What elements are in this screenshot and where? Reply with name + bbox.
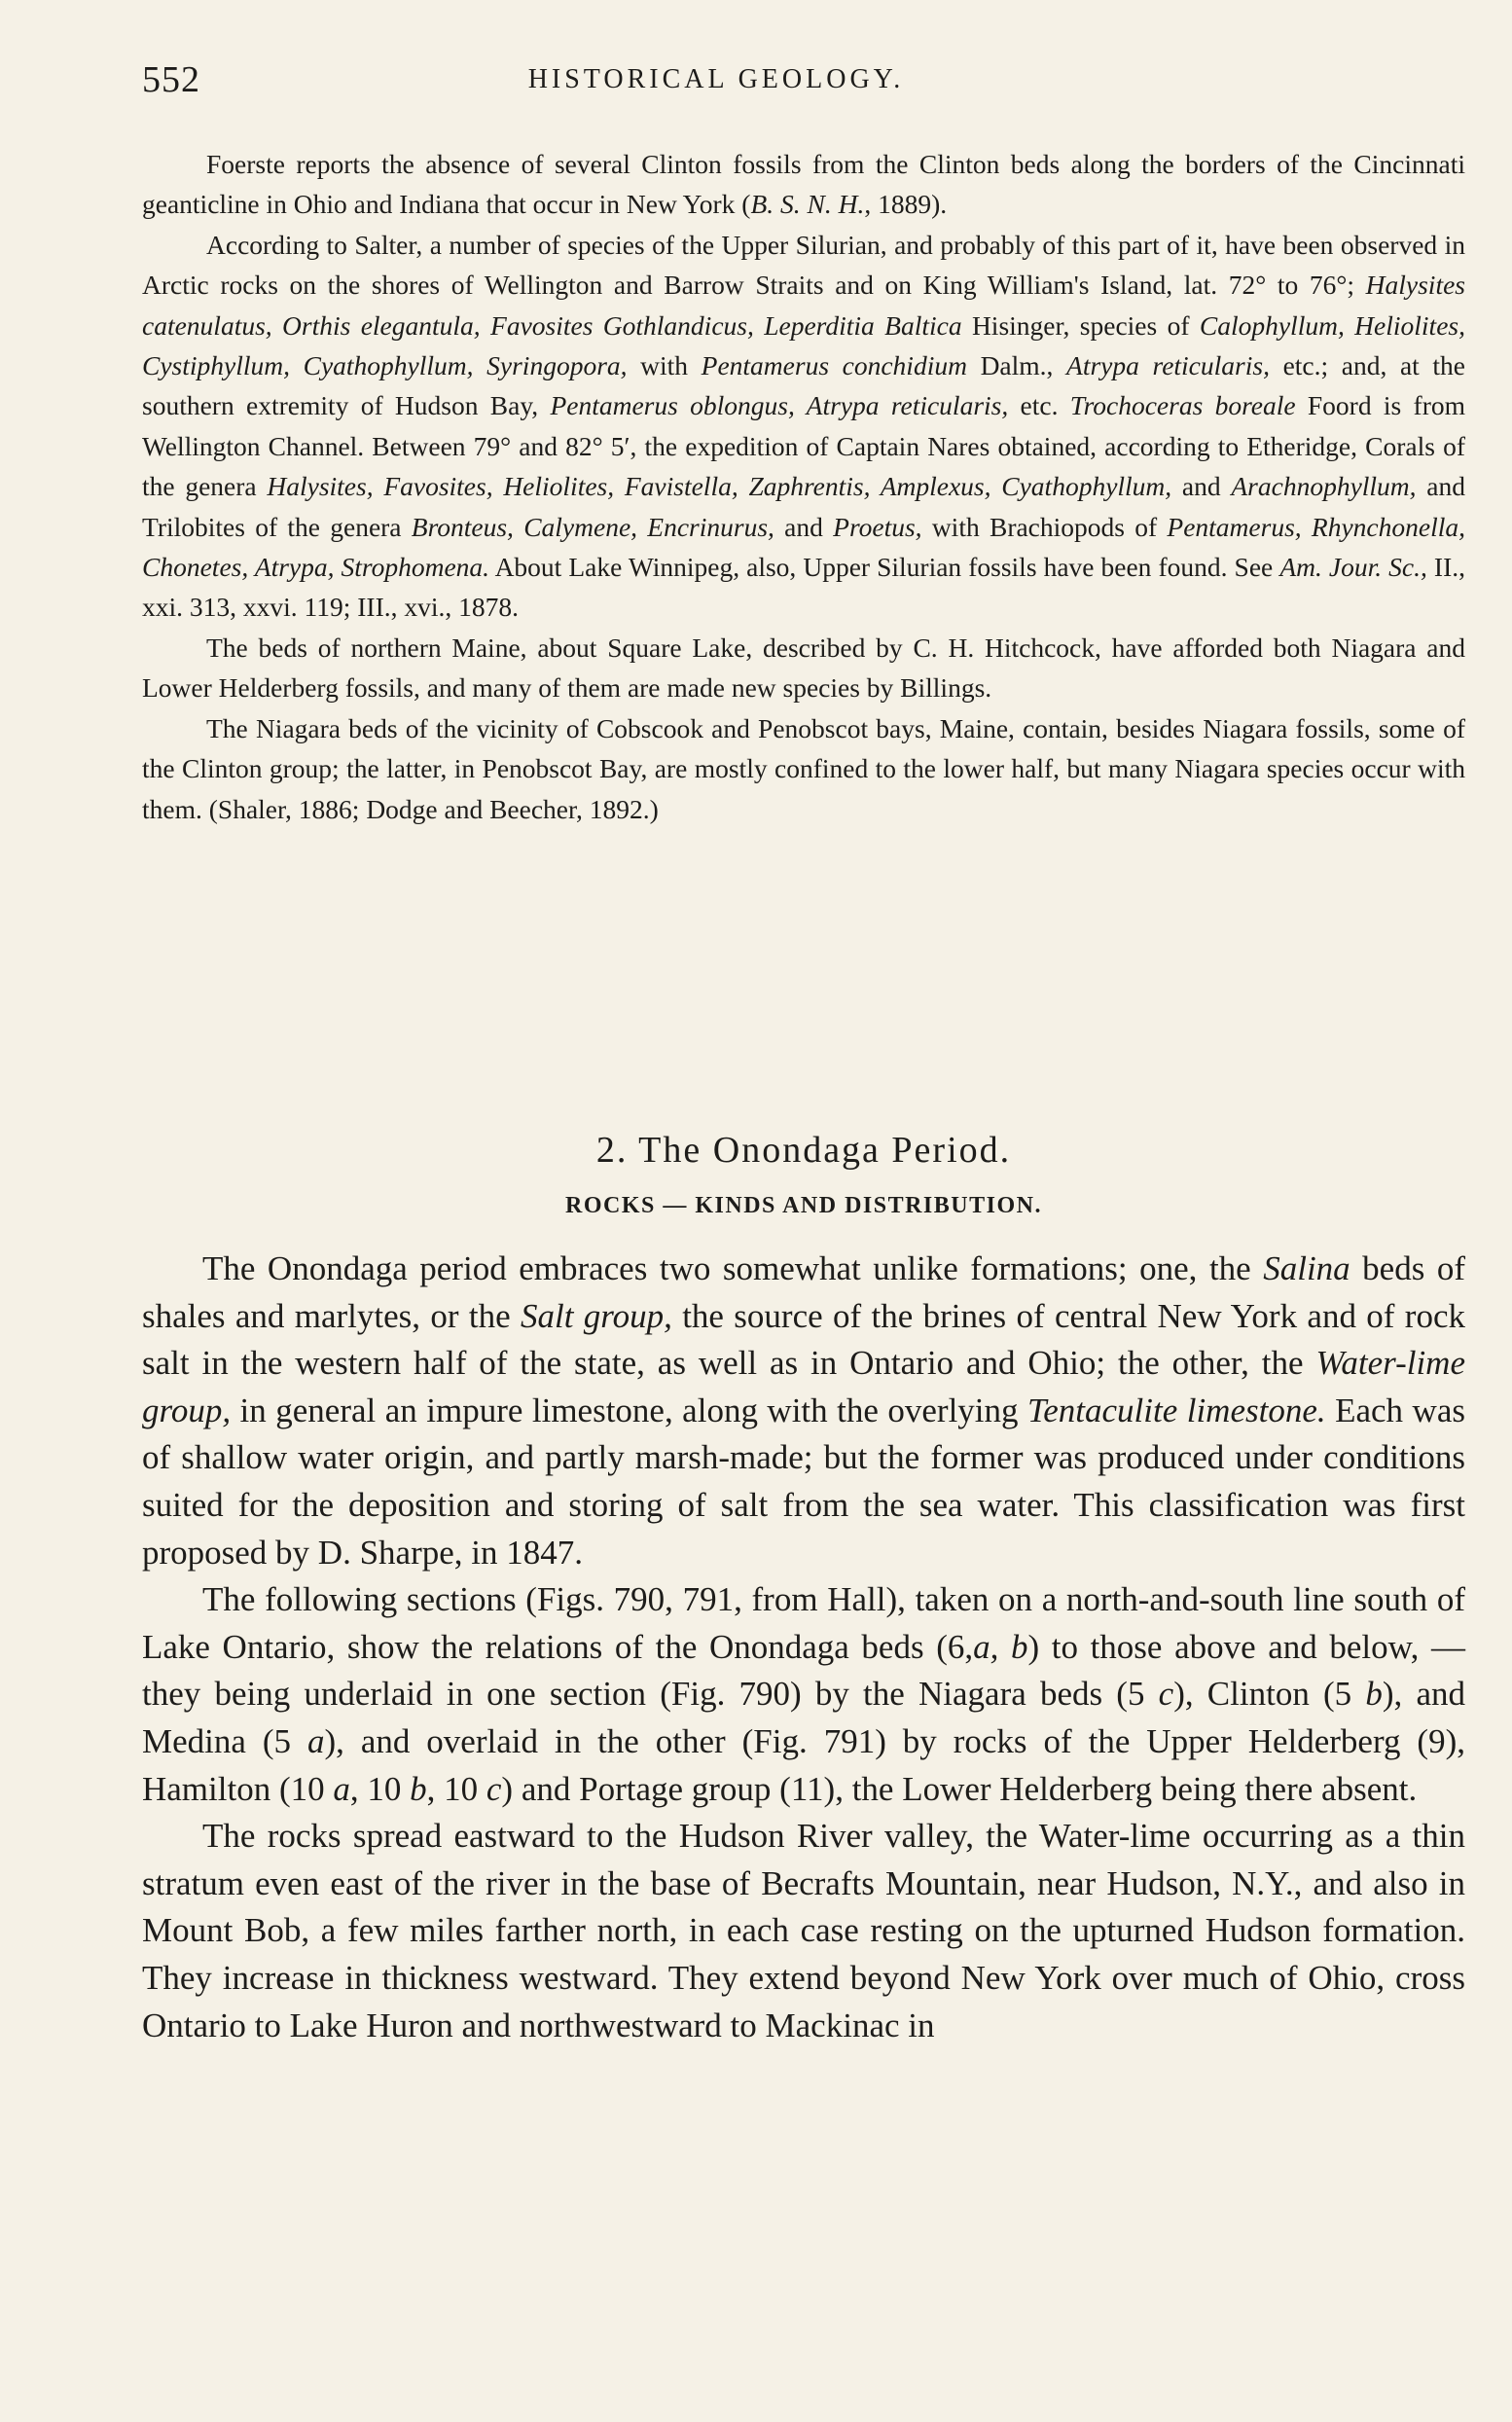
paragraph-maine-square-lake: The beds of northern Maine, about Square Lake, described by C. H. Hitchcock, have afforded both Niagara and Lower Helderberg fossils, and many of them are made new species by Billings. — [142, 632, 1465, 704]
main-text-section — [142, 1246, 1465, 2049]
section-subheading: ROCKS — KINDS AND DISTRIBUTION. — [565, 1193, 1042, 1218]
running-title: HISTORICAL GEOLOGY. — [527, 64, 905, 94]
paragraph-foerste: Foerste reports the absence of several Clinton fossils from the Clinton beds along the borders of the Cincinnati geanticline in Ohio and Indiana that occur in New York (B. S. N. H., 1889). — [142, 149, 1465, 220]
paragraph-penobscot: The Niagara beds of the vicinity of Cobscook and Penobscot bays, Maine, contain, besides Niagara fossils, some of the Clinton group; the latter, in Penobscot Bay, are mostly confined to the lower half, but many Niagara species occur with them. (Shaler, 1886; Dodge and Beecher, 1892.) — [142, 712, 1465, 824]
running-head — [142, 58, 1465, 107]
paragraph-sections: The following sections (Figs. 790, 791, from Hall), taken on a north-and-south line south of Lake Ontario, show the relations of the Onondaga beds (6,a, b) to those above and below, — they being underlaid in one section (Fig. 790) by the Niagara beds (5 c), Clinton (5 b), and Medina (5 a), and overlaid in the other (Fig. 791) by rocks of the Upper Helderberg (9), Hamilton (10 a, 10 b, 10 c) and Portage group (11), the Lower Helderberg being there absent. — [142, 1580, 1466, 1808]
paragraph-salter: According to Salter, a number of species of the Upper Silurian, and probably of this part of it, have been observed in Arctic rocks on the shores of Wellington and Barrow Straits and on King William's Island, lat. 72° to 76°; Halysites catenulatus, Orthis elegantula, Favosites Gothlandicus, Leperditia Baltica Hisinger, species of Calophyllum, Heliolites, Cystiphyllum, Cyathophyllum, Syringopora, with Pentamerus conchidium Dalm., Atrypa reticularis, etc.; and, at the southern extremity of Hudson Bay, Pentamerus oblongus, Atrypa reticularis, etc. Trochoceras boreale Foord is from Wellington Channel. Between 79° and 82° 5′, the expedition of Captain Nares obtained, according to Etheridge, Corals of the genera Halysites, Favosites, Heliolites, Favistella, Zaphrentis, Amplexus, Cyathophyllum, and Arachnophyllum, and Trilobites of the genera Bronteus, Calymene, Encrinurus, and Proetus, with Brachiopods of Pentamerus, Rhynchonella, Chonetes, Atrypa, Strophomena. About Lake Winnipeg, also, Upper Silurian fossils have been found. See Am. Jour. Sc., II., xxi. 313, xxvi. 119; III., xvi., 1878. — [142, 229, 1466, 623]
section-heading: 2. The Onondaga Period. — [595, 1130, 1012, 1171]
paragraph-onondaga-period: The Onondaga period embraces two somewhat unlike formations; one, the Salina beds of shales and marlytes, or the Salt group, the source of the brines of central New York and of rock salt in the western half of the state, as well as in Ontario and Ohio; the other, the Water-lime group, in general an impure limestone, along with the overlying Tentaculite limestone. Each was of shallow water origin, and partly marsh-made; but the former was produced under conditions suited for the deposition and storing of salt from the sea water. This classification was first proposed by D. Sharpe, in 1847. — [142, 1249, 1466, 1572]
page-number: 552 — [142, 59, 200, 100]
small-print-section — [142, 144, 1465, 829]
paragraph-hudson-valley: The rocks spread eastward to the Hudson River valley, the Water-lime occurring as a thin stratum even east of the river in the base of Becrafts Mountain, near Hudson, N.Y., and also in Mount Bob, a few miles farther north, in each case resting on the upturned Hudson formation. They increase in thickness westward. They extend beyond New York over much of Ohio, cross Ontario to Lake Huron and northwestward to Mackinac in — [142, 1817, 1465, 2044]
